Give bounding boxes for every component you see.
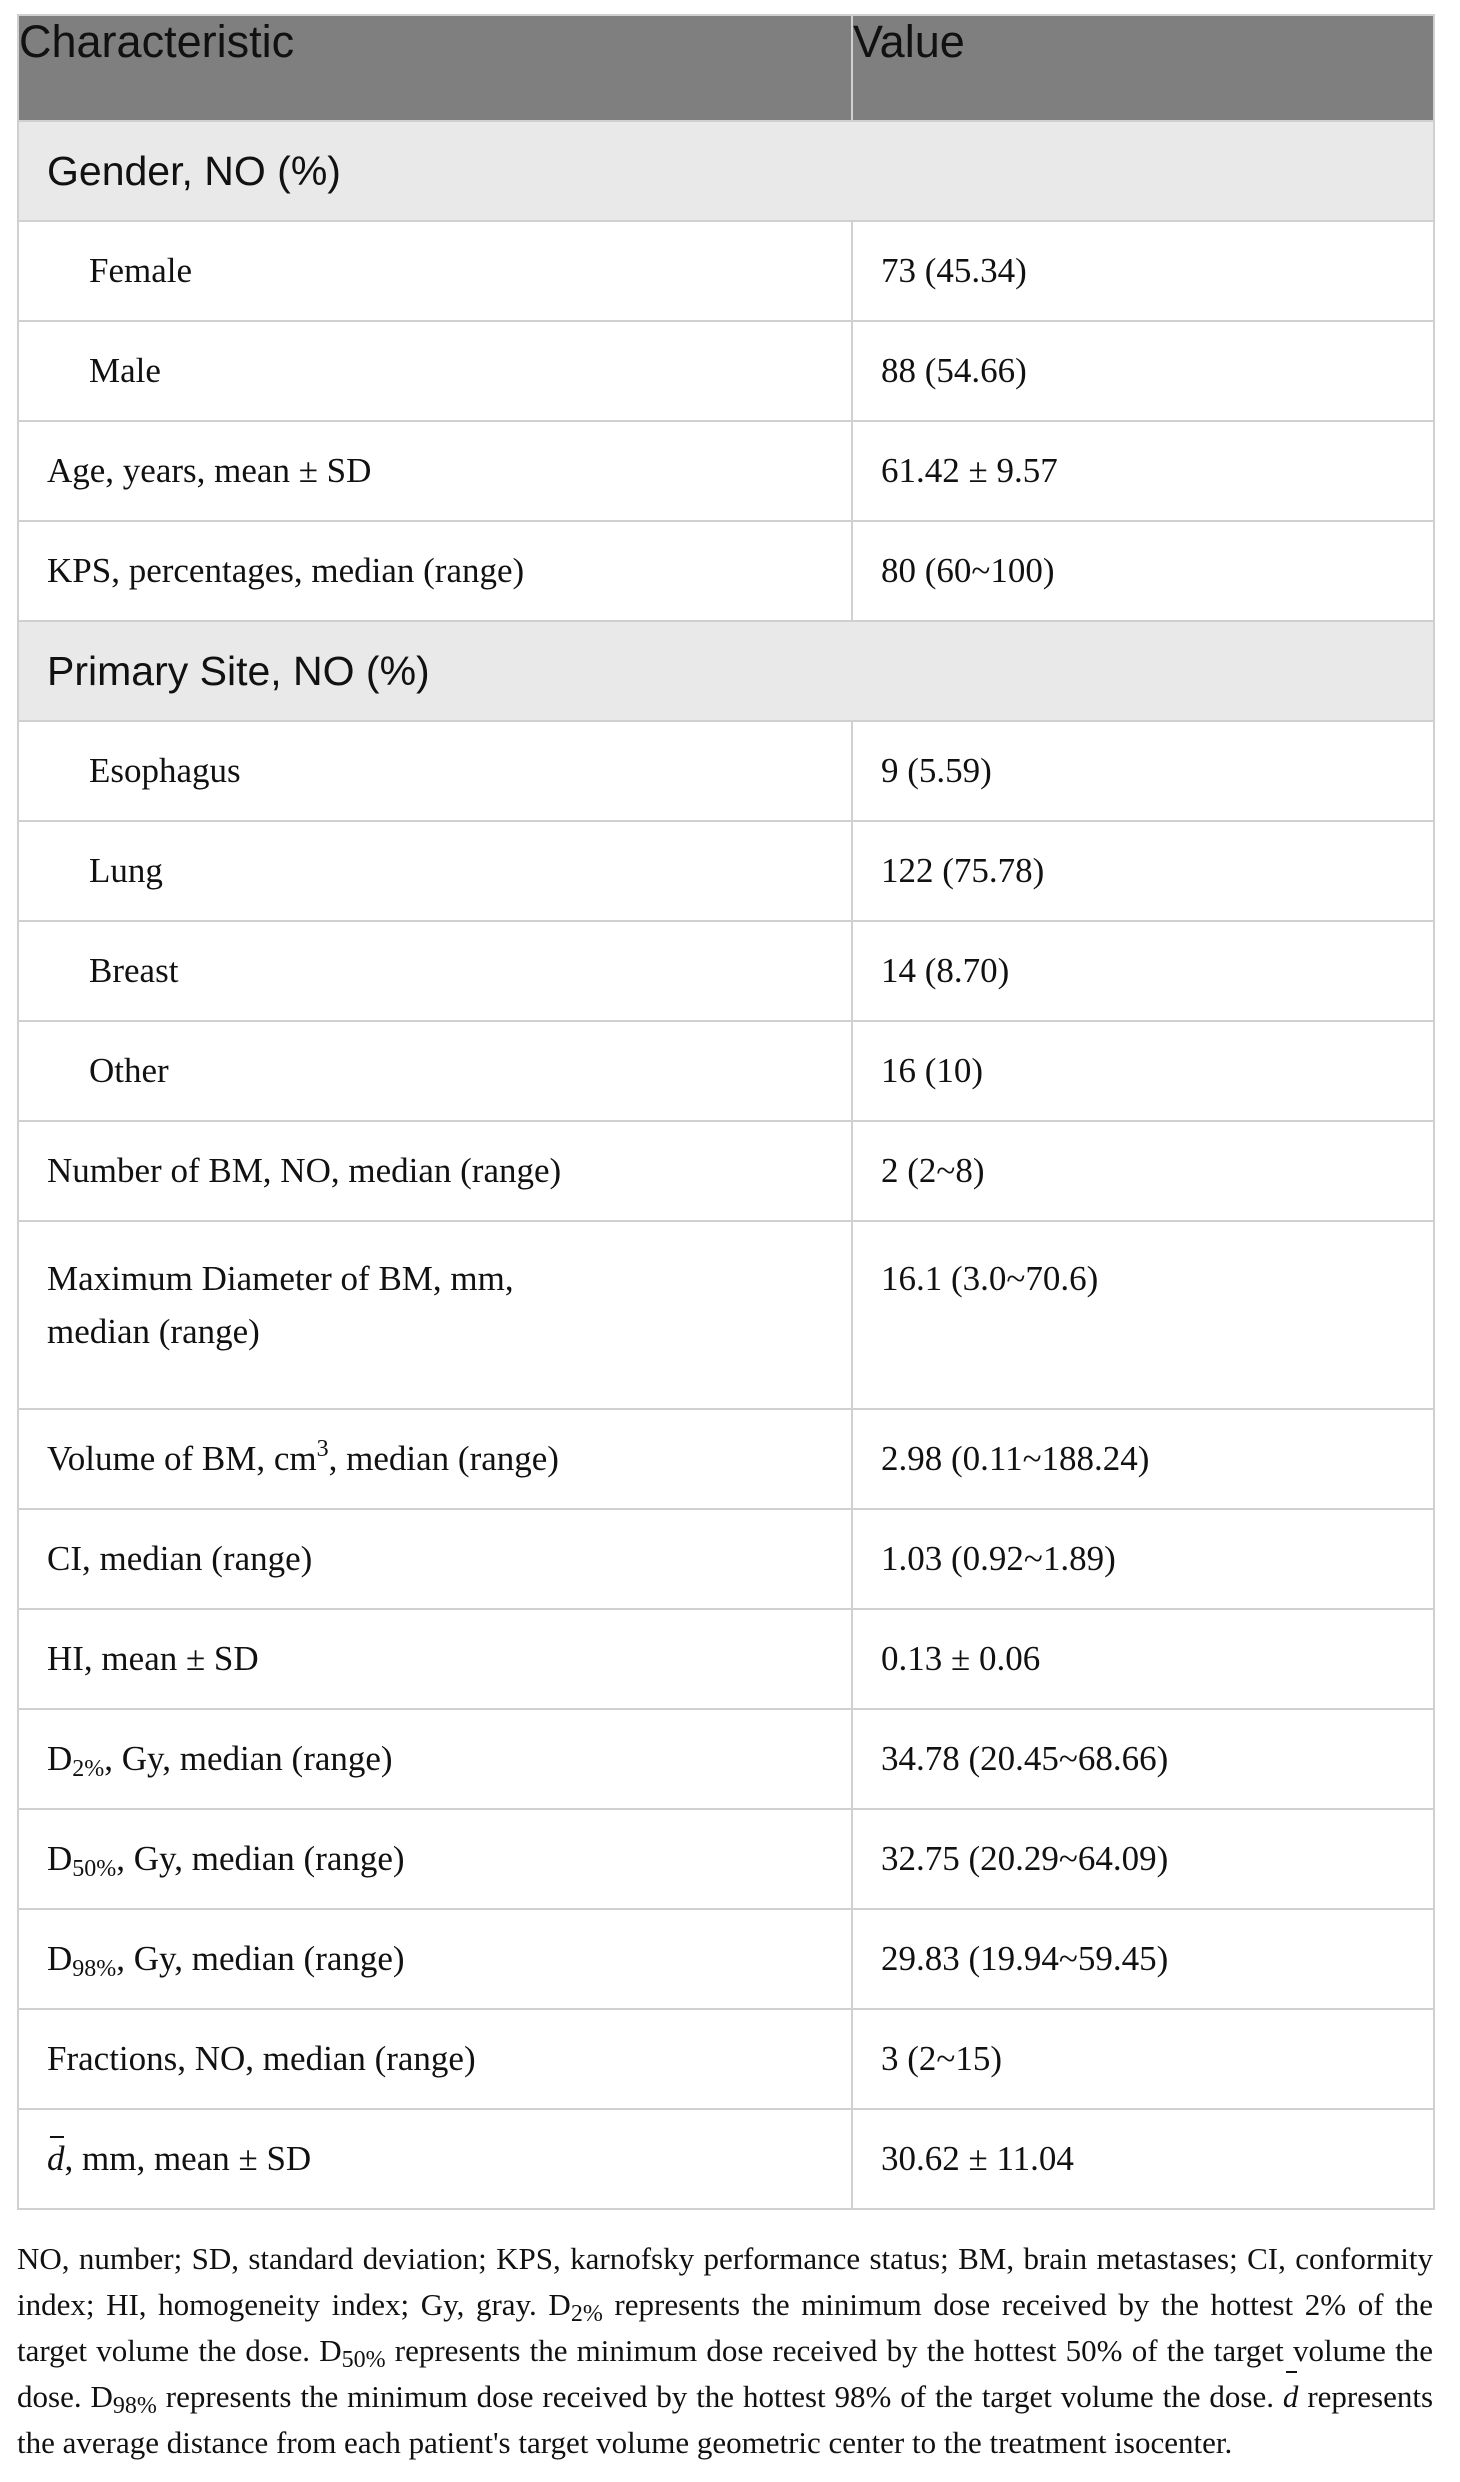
characteristic-label: HI, mean ± SD <box>47 1639 259 1678</box>
table-row <box>18 2109 1434 2209</box>
value-cell: 73 (45.34) <box>852 221 1434 321</box>
characteristic-cell <box>18 1221 852 1409</box>
table-row <box>18 521 1434 621</box>
footnote-d2-symbol: D <box>548 2287 571 2322</box>
header-row <box>18 15 1434 121</box>
characteristic-label: Age, years, mean ± SD <box>47 451 372 490</box>
characteristic-cell <box>18 421 852 521</box>
footnote-d98-text: represents the minimum dose received by the hottest 98% of the target volume the dose. <box>156 2379 1283 2414</box>
characteristic-label-suffix: , Gy, median (range) <box>104 1739 393 1778</box>
value-cell: 9 (5.59) <box>852 721 1434 821</box>
value-cell: 0.13 ± 0.06 <box>852 1609 1434 1709</box>
footnote-d2-text: represents the minimum dose received by the hottest 2% of the target volume the dose. <box>17 2287 1434 2368</box>
column-header-value: Value <box>852 15 1434 121</box>
characteristic-symbol: d <box>47 2139 65 2178</box>
characteristic-cell <box>18 721 852 821</box>
value-cell: 16.1 (3.0~70.6) <box>852 1221 1434 1409</box>
value-cell: 3 (2~15) <box>852 2009 1434 2109</box>
footnote-d50-symbol: D <box>319 2333 342 2368</box>
characteristic-label: KPS, percentages, median (range) <box>47 551 525 590</box>
value-cell: 29.83 (19.94~59.45) <box>852 1909 1434 2009</box>
characteristic-label-suffix: , Gy, median (range) <box>116 1839 405 1878</box>
table-row <box>18 821 1434 921</box>
characteristic-cell <box>18 921 852 1021</box>
characteristic-cell <box>18 1509 852 1609</box>
footnote-d50-subscript: 50% <box>341 2347 386 2373</box>
characteristic-label: Fractions, NO, median (range) <box>47 2039 476 2078</box>
characteristic-label: Female <box>89 251 193 290</box>
value-cell: 30.62 ± 11.04 <box>852 2109 1434 2209</box>
characteristic-cell <box>18 1121 852 1221</box>
table-row <box>18 921 1434 1021</box>
characteristic-cell <box>18 1021 852 1121</box>
characteristic-label-line: median (range) <box>47 1312 260 1351</box>
characteristic-cell <box>18 1709 852 1809</box>
table-row <box>18 1709 1434 1809</box>
footnote-d98-subscript: 98% <box>112 2393 157 2419</box>
characteristic-cell <box>18 821 852 921</box>
characteristic-superscript: 3 <box>316 1436 329 1462</box>
footnote-dbar-text: represents the average distance from each patient's target volume geometric center to the treatment isocenter. <box>17 2379 1434 2460</box>
characteristic-label: Number of BM, NO, median (range) <box>47 1151 562 1190</box>
characteristic-cell <box>18 1909 852 2009</box>
group-label: Primary Site, NO (%) <box>18 621 1434 721</box>
group-row <box>18 621 1434 721</box>
characteristic-cell <box>18 2109 852 2209</box>
characteristic-label: Lung <box>89 851 163 890</box>
value-cell: 80 (60~100) <box>852 521 1434 621</box>
footnote-d98-symbol: D <box>90 2379 113 2414</box>
characteristic-label: CI, median (range) <box>47 1539 313 1578</box>
column-header-characteristic: Characteristic <box>18 15 852 121</box>
table-row <box>18 421 1434 521</box>
table-row <box>18 1809 1434 1909</box>
table-body <box>18 121 1434 2209</box>
value-cell: 2 (2~8) <box>852 1121 1434 1221</box>
table-row <box>18 1221 1434 1409</box>
characteristic-label-suffix: , Gy, median (range) <box>116 1939 405 1978</box>
table-row <box>18 1021 1434 1121</box>
characteristic-cell <box>18 1409 852 1509</box>
group-label: Gender, NO (%) <box>18 121 1434 221</box>
characteristic-label: Esophagus <box>89 751 241 790</box>
characteristic-label: D <box>47 1739 73 1778</box>
table-row <box>18 721 1434 821</box>
characteristic-label: Male <box>89 351 161 390</box>
value-cell: 2.98 (0.11~188.24) <box>852 1409 1434 1509</box>
characteristic-subscript: 98% <box>72 1956 117 1982</box>
group-row <box>18 121 1434 221</box>
characteristic-label-line: Maximum Diameter of BM, mm, <box>47 1259 514 1298</box>
characteristic-cell <box>18 1809 852 1909</box>
value-cell: 34.78 (20.45~68.66) <box>852 1709 1434 1809</box>
characteristic-label: D <box>47 1939 73 1978</box>
characteristic-label-suffix: , median (range) <box>328 1439 559 1478</box>
value-cell: 32.75 (20.29~64.09) <box>852 1809 1434 1909</box>
table-row <box>18 1509 1434 1609</box>
footnote-d50-text: represents the minimum dose received by the hottest 50% of the target volume the dose. <box>17 2333 1433 2414</box>
characteristic-cell <box>18 1609 852 1709</box>
value-cell: 14 (8.70) <box>852 921 1434 1021</box>
table-footnote <box>17 2236 1433 2466</box>
value-cell: 61.42 ± 9.57 <box>852 421 1434 521</box>
table-row <box>18 1909 1434 2009</box>
characteristic-cell <box>18 2009 852 2109</box>
table-container <box>17 14 1433 2466</box>
characteristic-subscript: 2% <box>72 1756 105 1782</box>
table-row <box>18 1409 1434 1509</box>
footnote-abbreviations: NO, number; SD, standard deviation; KPS, karnofsky performance status; BM, brain metastases; CI, conformity index; HI, homogeneity index; Gy, gray. <box>17 2241 1433 2322</box>
value-cell: 1.03 (0.92~1.89) <box>852 1509 1434 1609</box>
footnote-dbar-symbol: d <box>1283 2374 1299 2420</box>
value-cell: 122 (75.78) <box>852 821 1434 921</box>
footnote-d2-subscript: 2% <box>570 2301 603 2327</box>
table-row <box>18 2009 1434 2109</box>
value-cell: 88 (54.66) <box>852 321 1434 421</box>
table-row <box>18 1609 1434 1709</box>
characteristics-table <box>17 14 1435 2210</box>
table-row <box>18 1121 1434 1221</box>
characteristic-label: Volume of BM, cm <box>47 1439 317 1478</box>
table-row <box>18 221 1434 321</box>
characteristic-label-suffix: , mm, mean ± SD <box>64 2139 312 2178</box>
characteristic-label: Other <box>89 1051 169 1090</box>
value-cell: 16 (10) <box>852 1021 1434 1121</box>
characteristic-label: Breast <box>89 951 179 990</box>
characteristic-cell <box>18 221 852 321</box>
characteristic-subscript: 50% <box>72 1856 117 1882</box>
characteristic-cell <box>18 521 852 621</box>
characteristic-label: D <box>47 1839 73 1878</box>
characteristic-cell <box>18 321 852 421</box>
table-row <box>18 321 1434 421</box>
